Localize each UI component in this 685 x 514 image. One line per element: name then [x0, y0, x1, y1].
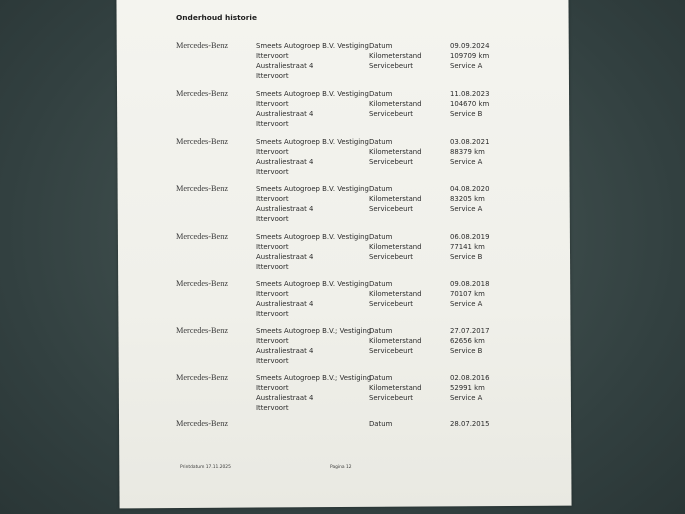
- field-values: [450, 41, 489, 71]
- dealer-city: Ittervoort: [256, 100, 289, 108]
- odometer-value: 104670 km: [450, 100, 490, 108]
- label-datum: Datum: [369, 280, 393, 288]
- dealer-city: Ittervoort: [256, 243, 289, 251]
- label-kilometerstand: Kilometerstand: [369, 100, 422, 108]
- dealer-name: Smeets Autogroep B.V.; Vestiging: [256, 374, 372, 382]
- label-servicebeurt: Servicebeurt: [369, 253, 413, 261]
- dealer-street: Australiestraat 4: [256, 253, 314, 261]
- label-kilometerstand: Kilometerstand: [369, 384, 422, 392]
- dealer-name: Smeets Autogroep B.V. Vestiging: [256, 185, 369, 193]
- dealer-street: Australiestraat 4: [256, 205, 314, 213]
- service-type: Service A: [450, 158, 483, 166]
- dealer-address: [256, 326, 371, 366]
- service-date: 28.07.2015: [450, 420, 490, 428]
- service-record: [0, 41, 685, 85]
- dealer-street: Australiestraat 4: [256, 62, 314, 70]
- page-number: Pagina 12: [330, 465, 352, 470]
- service-type: Service B: [450, 110, 483, 118]
- service-type: Service A: [450, 300, 483, 308]
- dealer-street: Australiestraat 4: [256, 110, 314, 118]
- service-record: [0, 137, 685, 181]
- dealer-address: [256, 232, 369, 272]
- field-values: [450, 419, 489, 429]
- label-servicebeurt: Servicebeurt: [369, 205, 413, 213]
- field-labels: [369, 232, 422, 262]
- label-servicebeurt: Servicebeurt: [369, 300, 413, 308]
- service-record: [0, 89, 685, 133]
- odometer-value: 83205 km: [450, 195, 485, 203]
- service-date: 04.08.2020: [450, 185, 490, 193]
- brand-logo-text: Mercedes-Benz: [176, 326, 229, 335]
- service-date: 27.07.2017: [450, 327, 490, 335]
- label-kilometerstand: Kilometerstand: [369, 243, 422, 251]
- service-record: [0, 326, 685, 370]
- field-labels: [369, 41, 422, 71]
- label-servicebeurt: Servicebeurt: [369, 110, 413, 118]
- service-record: [0, 419, 685, 463]
- field-labels: [369, 89, 422, 119]
- dealer-city: Ittervoort: [256, 404, 289, 412]
- dealer-address: [256, 89, 369, 129]
- service-type: Service A: [450, 205, 483, 213]
- label-datum: Datum: [369, 420, 393, 428]
- dealer-name: Smeets Autogroep B.V. Vestiging: [256, 138, 369, 146]
- field-labels: [369, 137, 422, 167]
- field-values: [450, 89, 489, 119]
- dealer-city: Ittervoort: [256, 148, 289, 156]
- dealer-street: Australiestraat 4: [256, 300, 314, 308]
- service-type: Service B: [450, 347, 483, 355]
- label-datum: Datum: [369, 90, 393, 98]
- dealer-name: Smeets Autogroep B.V. Vestiging: [256, 42, 369, 50]
- dealer-city: Ittervoort: [256, 120, 289, 128]
- service-date: 02.08.2016: [450, 374, 490, 382]
- print-date: Printdatum 17.11.2025: [180, 465, 231, 470]
- field-labels: [369, 373, 422, 403]
- dealer-city: Ittervoort: [256, 168, 289, 176]
- dealer-street: Australiestraat 4: [256, 394, 314, 402]
- label-datum: Datum: [369, 42, 393, 50]
- brand-logo-text: Mercedes-Benz: [176, 373, 229, 382]
- label-kilometerstand: Kilometerstand: [369, 337, 422, 345]
- brand-logo-text: Mercedes-Benz: [176, 137, 229, 146]
- brand-logo-text: Mercedes-Benz: [176, 419, 229, 428]
- label-datum: Datum: [369, 233, 393, 241]
- service-date: 11.08.2023: [450, 90, 490, 98]
- service-type: Service A: [450, 394, 483, 402]
- label-kilometerstand: Kilometerstand: [369, 52, 422, 60]
- dealer-city: Ittervoort: [256, 310, 289, 318]
- field-labels: [369, 184, 422, 214]
- label-kilometerstand: Kilometerstand: [369, 290, 422, 298]
- label-servicebeurt: Servicebeurt: [369, 347, 413, 355]
- dealer-city: Ittervoort: [256, 290, 289, 298]
- odometer-value: 88379 km: [450, 148, 485, 156]
- dealer-city: Ittervoort: [256, 52, 289, 60]
- field-labels: [369, 419, 392, 429]
- label-servicebeurt: Servicebeurt: [369, 158, 413, 166]
- brand-logo-text: Mercedes-Benz: [176, 232, 229, 241]
- odometer-value: 77141 km: [450, 243, 485, 251]
- odometer-value: 109709 km: [450, 52, 490, 60]
- dealer-address: [256, 137, 369, 177]
- service-record: [0, 232, 685, 276]
- dealer-address: [256, 279, 369, 319]
- field-values: [450, 137, 489, 167]
- label-datum: Datum: [369, 327, 393, 335]
- label-datum: Datum: [369, 185, 393, 193]
- service-date: 09.09.2024: [450, 42, 490, 50]
- odometer-value: 52991 km: [450, 384, 485, 392]
- dealer-name: Smeets Autogroep B.V. Vestiging: [256, 90, 369, 98]
- dealer-city: Ittervoort: [256, 337, 289, 345]
- dealer-street: Australiestraat 4: [256, 347, 314, 355]
- label-kilometerstand: Kilometerstand: [369, 195, 422, 203]
- page-title: Onderhoud historie: [176, 13, 257, 22]
- dealer-city: Ittervoort: [256, 195, 289, 203]
- label-servicebeurt: Servicebeurt: [369, 394, 413, 402]
- service-type: Service A: [450, 62, 483, 70]
- dealer-name: Smeets Autogroep B.V.; Vestiging: [256, 327, 372, 335]
- dealer-city: Ittervoort: [256, 215, 289, 223]
- field-labels: [369, 279, 422, 309]
- service-date: 06.08.2019: [450, 233, 490, 241]
- field-values: [450, 326, 489, 356]
- dealer-street: Australiestraat 4: [256, 158, 314, 166]
- dealer-city: Ittervoort: [256, 263, 289, 271]
- dealer-address: [256, 373, 371, 413]
- field-values: [450, 184, 489, 214]
- service-record: [0, 279, 685, 323]
- service-record: [0, 184, 685, 228]
- service-record: [0, 373, 685, 417]
- odometer-value: 62656 km: [450, 337, 485, 345]
- field-values: [450, 279, 489, 309]
- brand-logo-text: Mercedes-Benz: [176, 184, 229, 193]
- dealer-city: Ittervoort: [256, 72, 289, 80]
- dealer-city: Ittervoort: [256, 357, 289, 365]
- service-date: 03.08.2021: [450, 138, 490, 146]
- field-labels: [369, 326, 422, 356]
- label-kilometerstand: Kilometerstand: [369, 148, 422, 156]
- brand-logo-text: Mercedes-Benz: [176, 279, 229, 288]
- label-datum: Datum: [369, 138, 393, 146]
- dealer-address: [256, 184, 369, 224]
- dealer-address: [256, 41, 369, 81]
- dealer-name: Smeets Autogroep B.V. Vestiging: [256, 280, 369, 288]
- dealer-name: Smeets Autogroep B.V. Vestiging: [256, 233, 369, 241]
- dealer-city: Ittervoort: [256, 384, 289, 392]
- label-datum: Datum: [369, 374, 393, 382]
- odometer-value: 70107 km: [450, 290, 485, 298]
- service-date: 09.08.2018: [450, 280, 490, 288]
- field-values: [450, 232, 489, 262]
- brand-logo-text: Mercedes-Benz: [176, 41, 229, 50]
- brand-logo-text: Mercedes-Benz: [176, 89, 229, 98]
- label-servicebeurt: Servicebeurt: [369, 62, 413, 70]
- field-values: [450, 373, 489, 403]
- service-type: Service B: [450, 253, 483, 261]
